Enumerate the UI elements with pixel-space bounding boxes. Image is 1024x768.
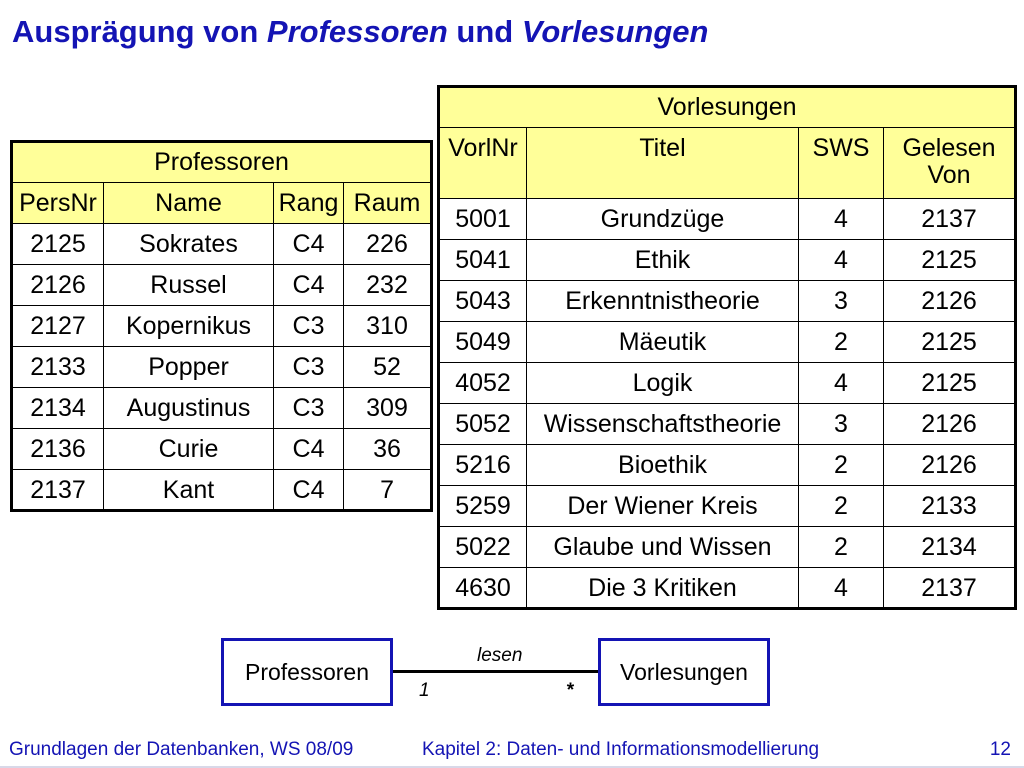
column-header: Raum [344, 183, 432, 224]
entity-label: Professoren [244, 658, 369, 685]
column-header: PersNr [12, 183, 104, 224]
table-cell: Wissenschaftstheorie [527, 404, 799, 445]
table-cell: 2133 [12, 347, 104, 388]
column-header: SWS [799, 128, 884, 199]
table-cell: 2134 [12, 388, 104, 429]
title-part-3: und [447, 14, 522, 49]
table-row [439, 240, 1016, 281]
table-cell: 2137 [884, 568, 1016, 609]
table-cell: 2127 [12, 306, 104, 347]
table-cell: Sokrates [104, 224, 274, 265]
table-cell: Die 3 Kritiken [527, 568, 799, 609]
table-row [12, 429, 432, 470]
relationship-label: lesen [477, 645, 523, 666]
table-cell: Kopernikus [104, 306, 274, 347]
entity-box-vorlesungen [598, 638, 770, 706]
table-row [12, 306, 432, 347]
cardinality-left: 1 [419, 680, 430, 701]
table-cell: 4 [799, 199, 884, 240]
table-row [12, 224, 432, 265]
table-title: Professoren [12, 142, 432, 183]
table-cell: 52 [344, 347, 432, 388]
table-cell: 2126 [12, 265, 104, 306]
column-header: Name [104, 183, 274, 224]
table-cell: C3 [274, 347, 344, 388]
table-cell: 2 [799, 527, 884, 568]
table-cell: Russel [104, 265, 274, 306]
table-cell: 309 [344, 388, 432, 429]
table-title: Vorlesungen [439, 87, 1016, 128]
table-row [439, 322, 1016, 363]
title-part-2: Professoren [266, 14, 448, 49]
table-row [439, 404, 1016, 445]
table-cell: C4 [274, 429, 344, 470]
table-cell: 5022 [439, 527, 527, 568]
table-row [12, 470, 432, 511]
table-row [439, 486, 1016, 527]
table-cell: 4 [799, 240, 884, 281]
table-cell: 2125 [884, 322, 1016, 363]
column-header: VorlNr [439, 128, 527, 199]
table-cell: Augustinus [104, 388, 274, 429]
table-cell: Bioethik [527, 445, 799, 486]
table-cell: 4630 [439, 568, 527, 609]
table-cell: 232 [344, 265, 432, 306]
table-cell: 7 [344, 470, 432, 511]
footer-chapter: Kapitel 2: Daten- und Informationsmodellierung [422, 739, 820, 760]
cardinality-right: * [566, 680, 574, 701]
table-cell: 310 [344, 306, 432, 347]
table-cell: Ethik [527, 240, 799, 281]
table-row [439, 199, 1016, 240]
table-cell: 3 [799, 404, 884, 445]
table-cell: C4 [274, 224, 344, 265]
table-cell: Grundzüge [527, 199, 799, 240]
footer-course: Grundlagen der Datenbanken, WS 08/09 [9, 739, 354, 760]
table-cell: Erkenntnistheorie [527, 281, 799, 322]
slide-title [12, 14, 708, 50]
table-cell: Kant [104, 470, 274, 511]
table-cell: 2126 [884, 404, 1016, 445]
table-cell: 2 [799, 322, 884, 363]
professoren-table [10, 140, 433, 512]
table-cell: Glaube und Wissen [527, 527, 799, 568]
table-row [12, 388, 432, 429]
table-cell: 36 [344, 429, 432, 470]
table-cell: 3 [799, 281, 884, 322]
table-cell: 4052 [439, 363, 527, 404]
table-cell: 2136 [12, 429, 104, 470]
entity-label: Vorlesungen [620, 658, 748, 685]
table-cell: 5041 [439, 240, 527, 281]
table-cell: 5049 [439, 322, 527, 363]
table-cell: 2137 [12, 470, 104, 511]
table-cell: 2137 [884, 199, 1016, 240]
footer-page-number: 12 [989, 739, 1011, 760]
table-cell: Popper [104, 347, 274, 388]
table-cell: Curie [104, 429, 274, 470]
table-cell: 5216 [439, 445, 527, 486]
table-row [439, 281, 1016, 322]
table-cell: C3 [274, 388, 344, 429]
table-row [439, 445, 1016, 486]
table-row [439, 527, 1016, 568]
table-cell: Der Wiener Kreis [527, 486, 799, 527]
table-row [12, 265, 432, 306]
table-cell: 2125 [884, 240, 1016, 281]
column-header: Gelesen Von [884, 128, 1016, 199]
table-row [12, 347, 432, 388]
title-part-4: Vorlesungen [521, 14, 709, 49]
table-cell: C3 [274, 306, 344, 347]
table-row [439, 568, 1016, 609]
vorlesungen-table [437, 85, 1017, 610]
table-cell: Mäeutik [527, 322, 799, 363]
table-cell: 2 [799, 445, 884, 486]
table-cell: 4 [799, 363, 884, 404]
table-cell: 2126 [884, 281, 1016, 322]
table-row [439, 363, 1016, 404]
table-cell: 2125 [884, 363, 1016, 404]
title-part-1: Ausprägung von [12, 14, 267, 49]
table-cell: 2134 [884, 527, 1016, 568]
relationship-line [393, 670, 598, 673]
table-cell: C4 [274, 470, 344, 511]
table-cell: 5259 [439, 486, 527, 527]
table-cell: 2125 [12, 224, 104, 265]
table-cell: 2 [799, 486, 884, 527]
column-header: Titel [527, 128, 799, 199]
table-cell: 5001 [439, 199, 527, 240]
table-cell: 5043 [439, 281, 527, 322]
table-cell: 5052 [439, 404, 527, 445]
table-cell: C4 [274, 265, 344, 306]
table-cell: Logik [527, 363, 799, 404]
column-header: Rang [274, 183, 344, 224]
entity-box-professoren [221, 638, 393, 706]
table-cell: 2126 [884, 445, 1016, 486]
table-cell: 226 [344, 224, 432, 265]
table-cell: 4 [799, 568, 884, 609]
table-cell: 2133 [884, 486, 1016, 527]
